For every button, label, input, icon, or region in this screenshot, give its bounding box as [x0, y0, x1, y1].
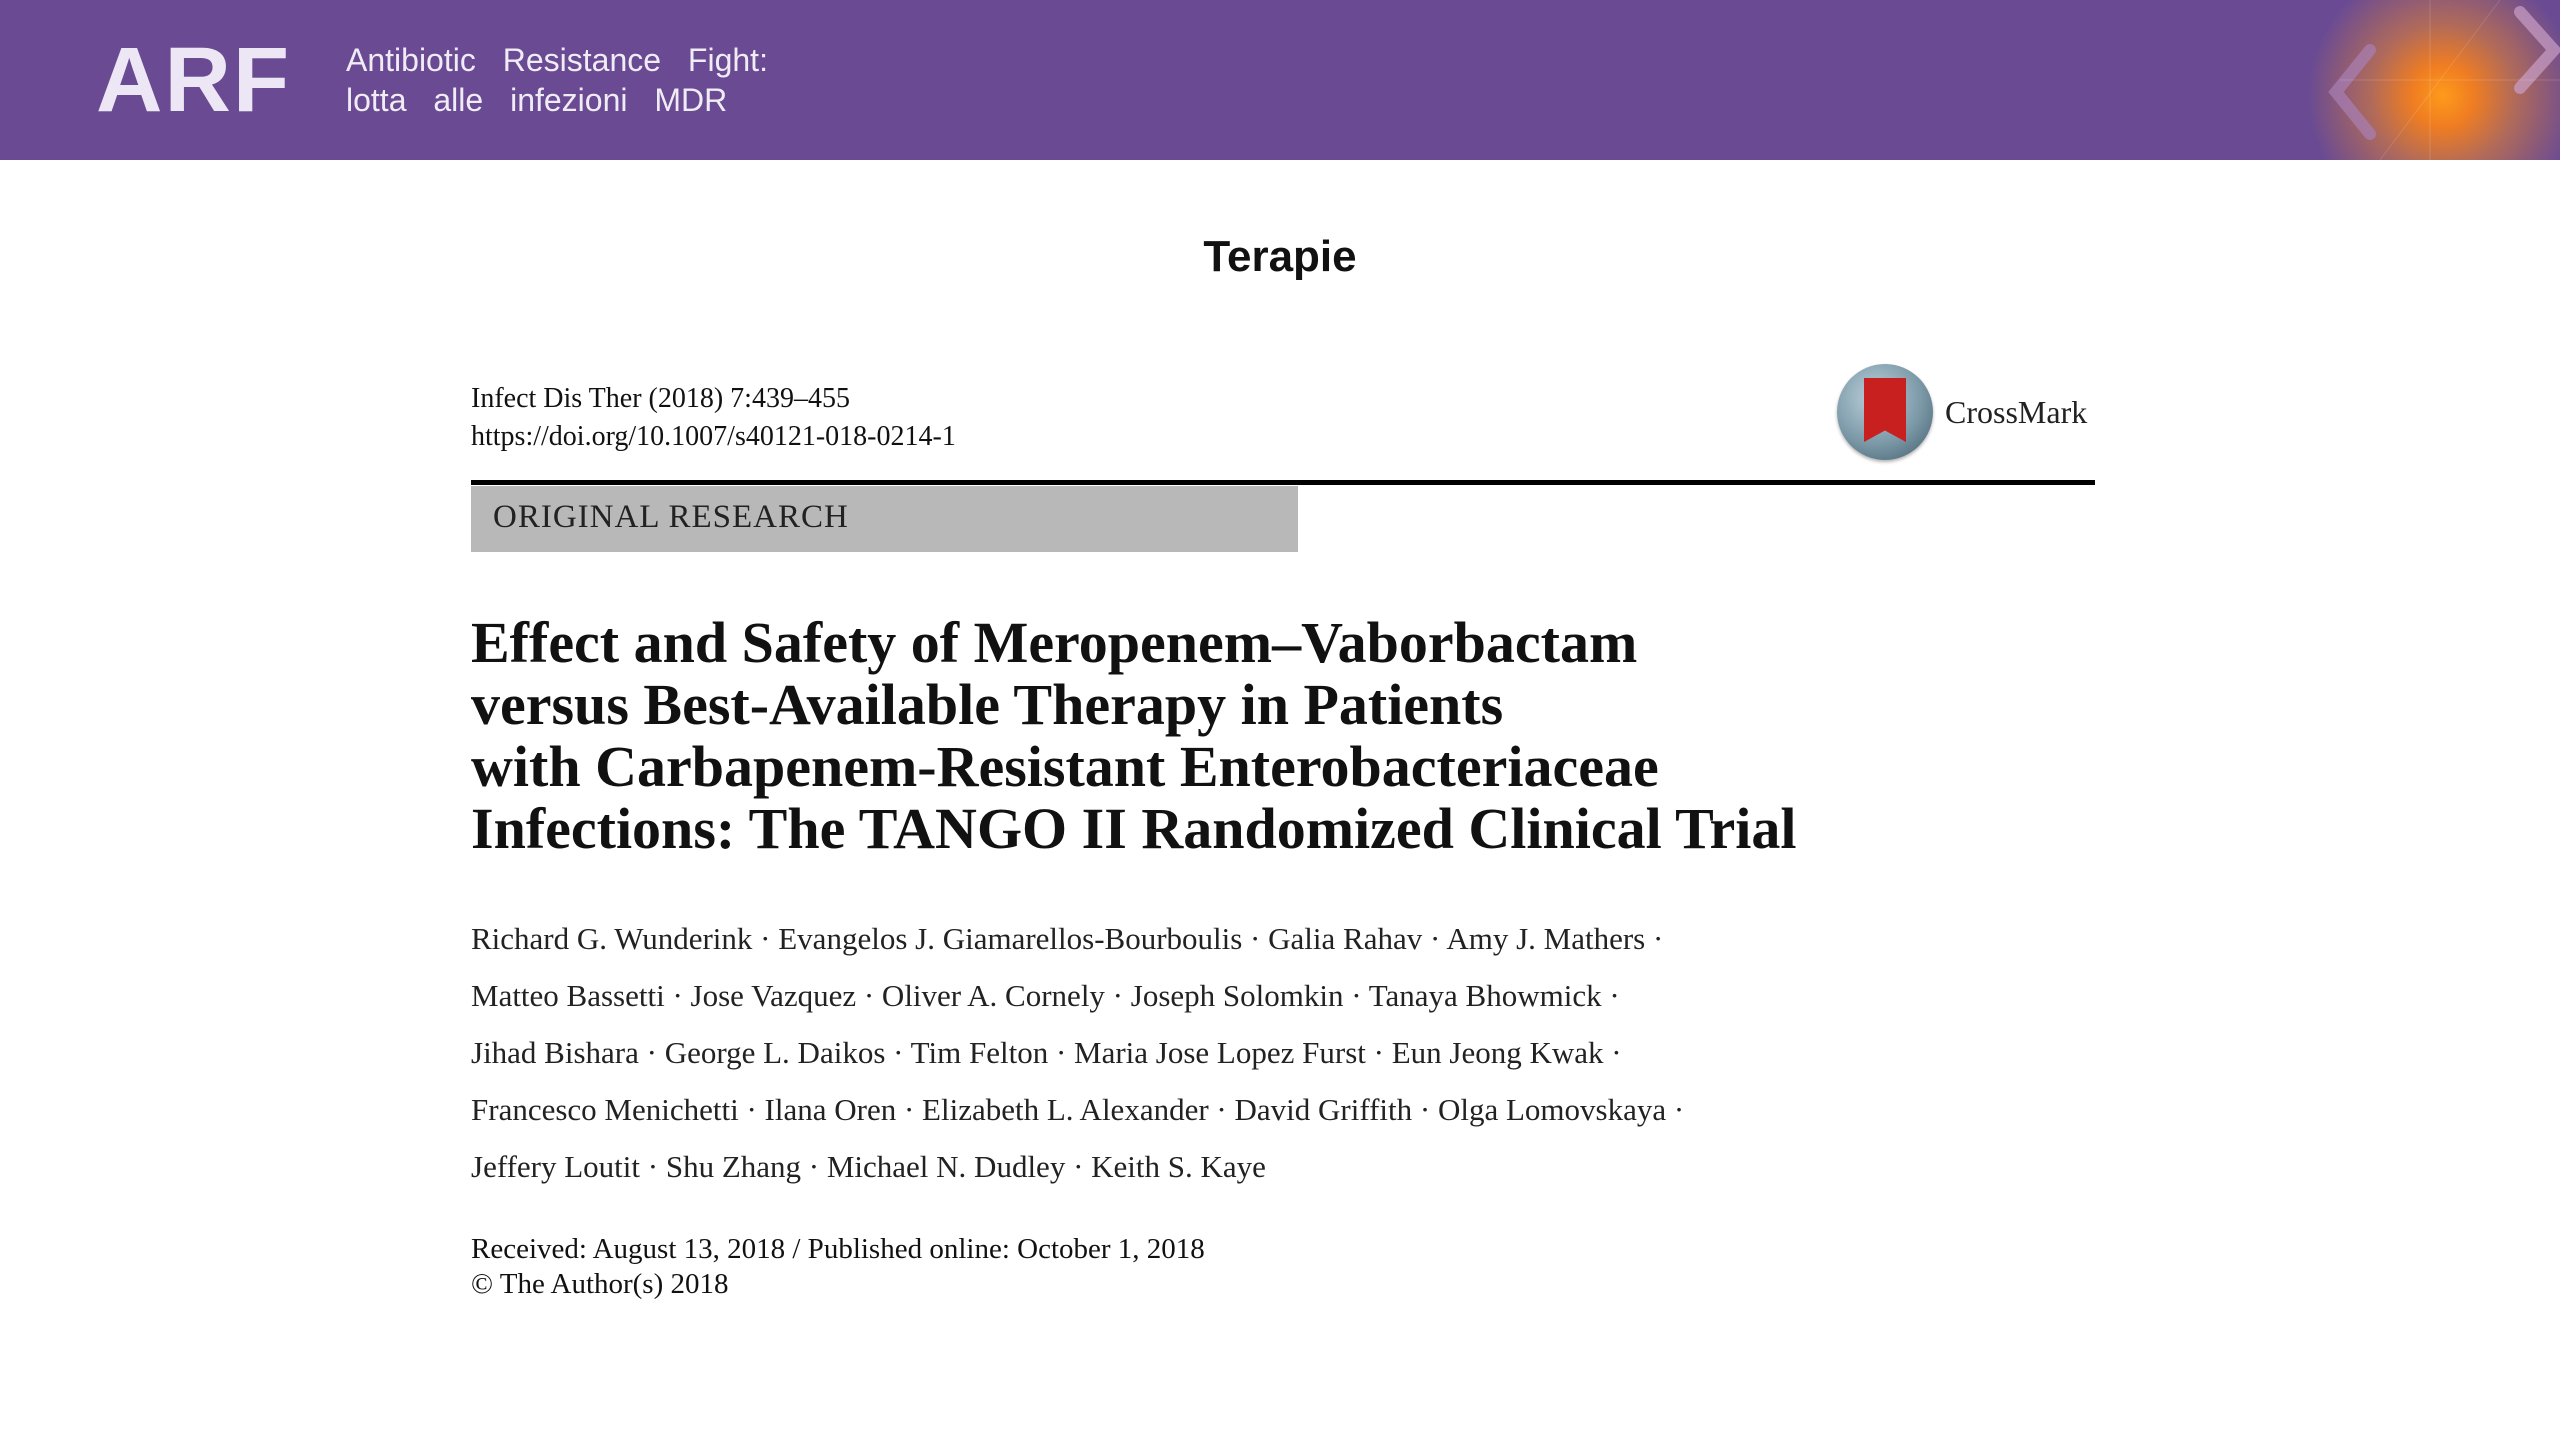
header-rule — [471, 480, 2095, 485]
section-label-bar — [471, 486, 1298, 552]
title-line: Effect and Safety of Meropenem–Vaborbactam — [471, 610, 1638, 675]
crossmark-badge[interactable] — [1837, 364, 2087, 460]
received-published: Received: August 13, 2018 / Published online: October 1, 2018 — [471, 1233, 1205, 1265]
banner-decoration — [2300, 0, 2560, 160]
journal-reference: Infect Dis Ther (2018) 7:439–455 — [471, 383, 850, 414]
header-banner — [0, 0, 2560, 160]
paper-excerpt — [471, 380, 2095, 1300]
tagline-line-1: Antibiotic Resistance Fight: — [346, 42, 768, 78]
author-line: Richard G. Wunderink · Evangelos J. Giamarellos-Bourboulis · Galia Rahav · Amy J. Mathers · — [471, 921, 1664, 956]
banner-tagline — [346, 40, 768, 120]
slide-title: Terapie — [1203, 232, 1357, 281]
title-line: Infections: The TANGO II Randomized Clinical Trial — [471, 796, 1797, 861]
tagline-line-2: lotta alle infezioni MDR — [346, 82, 728, 118]
author-line: Francesco Menichetti · Ilana Oren · Elizabeth L. Alexander · David Griffith · Olga Lomovskaya · — [471, 1092, 1685, 1127]
paper-title — [471, 612, 2095, 860]
chevron-decoration-icon — [2300, 0, 2560, 160]
author-line: Jihad Bishara · George L. Daikos · Tim Felton · Maria Jose Lopez Furst · Eun Jeong Kwak · — [471, 1035, 1622, 1070]
author-line: Jeffery Loutit · Shu Zhang · Michael N. Dudley · Keith S. Kaye — [471, 1149, 1266, 1184]
copyright: © The Author(s) 2018 — [471, 1268, 729, 1300]
crossmark-icon — [1837, 364, 1933, 460]
title-line: versus Best-Available Therapy in Patients — [471, 672, 1504, 737]
author-line: Matteo Bassetti · Jose Vazquez · Oliver A. Cornely · Joseph Solomkin · Tanaya Bhowmick · — [471, 978, 1620, 1013]
arf-logo: ARF — [96, 29, 292, 131]
crossmark-label: CrossMark — [1945, 393, 2088, 430]
publication-dates — [471, 1232, 1205, 1302]
title-line: with Carbapenem-Resistant Enterobacteriaceae — [471, 734, 1659, 799]
doi-link[interactable]: https://doi.org/10.1007/s40121-018-0214-1 — [471, 421, 956, 452]
author-list — [471, 910, 2095, 1195]
section-label: ORIGINAL RESEARCH — [493, 499, 849, 535]
